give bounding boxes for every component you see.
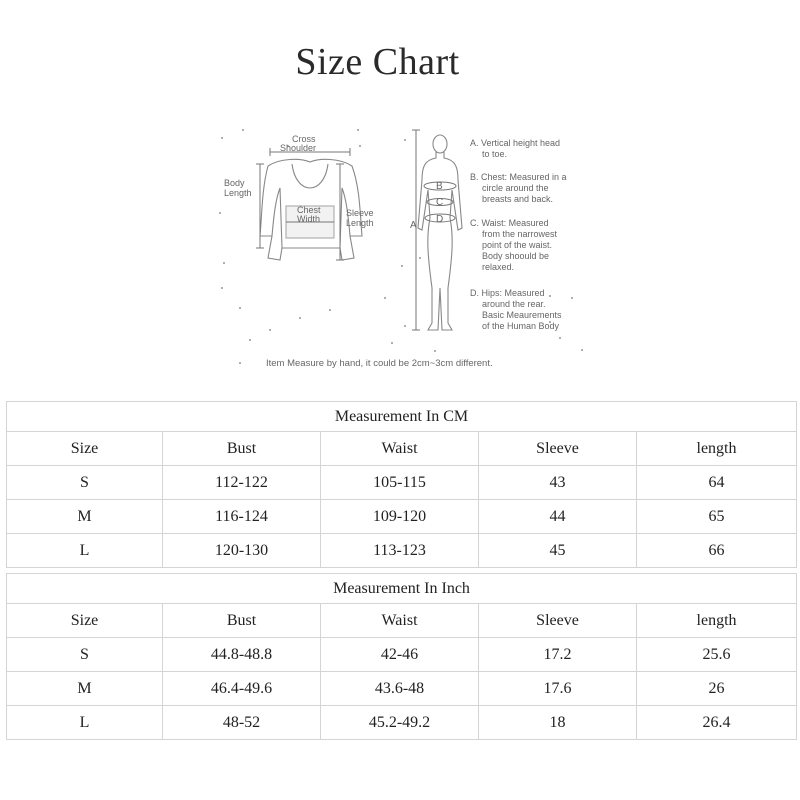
header-size: Size: [7, 432, 163, 466]
cell-bust: 120-130: [163, 534, 321, 568]
cell-size: L: [7, 706, 163, 740]
sleeve-length-label-2: Length: [346, 218, 374, 228]
cell-sleeve: 44: [479, 500, 637, 534]
marker-b: B: [436, 181, 443, 192]
note-d-line1: D. Hips: Measured: [470, 288, 545, 298]
note-b-line3: breasts and back.: [482, 194, 554, 204]
size-table-cm: [6, 401, 797, 568]
note-c-line2: from the narrowest: [482, 229, 558, 239]
cell-size: S: [7, 638, 163, 672]
cell-size: M: [7, 672, 163, 706]
cell-sleeve: 43: [479, 466, 637, 500]
cell-waist: 43.6-48: [321, 672, 479, 706]
header-bust: Bust: [163, 432, 321, 466]
measurement-diagram: [210, 118, 590, 380]
header-length: length: [637, 604, 797, 638]
header-bust: Bust: [163, 604, 321, 638]
cell-waist: 45.2-49.2: [321, 706, 479, 740]
cell-waist: 105-115: [321, 466, 479, 500]
body-length-label: Body: [224, 178, 245, 188]
cell-sleeve: 17.6: [479, 672, 637, 706]
header-sleeve: Sleeve: [479, 604, 637, 638]
table-row: [7, 466, 797, 500]
note-d-line3: Basic Meaurements: [482, 310, 562, 320]
note-d-line2: around the rear.: [482, 299, 546, 309]
note-c-line3: point of the waist.: [482, 240, 553, 250]
note-b-line2: circle around the: [482, 183, 549, 193]
section-title-row: [7, 402, 797, 432]
table-row: [7, 706, 797, 740]
table-row: [7, 500, 797, 534]
note-d-line4: of the Human Body: [482, 321, 560, 331]
cell-sleeve: 45: [479, 534, 637, 568]
cross-shoulder-label-2: Shoulder: [280, 143, 317, 153]
marker-d: D: [436, 214, 444, 225]
note-c-line4: Body shoould be: [482, 251, 550, 261]
table-row: [7, 672, 797, 706]
cell-bust: 112-122: [163, 466, 321, 500]
note-b-line1: B. Chest: Measured in a: [470, 172, 567, 182]
cell-bust: 48-52: [163, 706, 321, 740]
cell-waist: 42-46: [321, 638, 479, 672]
note-a-line2: to toe.: [482, 149, 508, 159]
measure-footnote: Item Measure by hand, it could be 2cm~3cm different.: [266, 358, 493, 369]
cell-length: 64: [637, 466, 797, 500]
table-row: [7, 534, 797, 568]
cell-size: S: [7, 466, 163, 500]
cell-sleeve: 17.2: [479, 638, 637, 672]
header-length: length: [637, 432, 797, 466]
cell-sleeve: 18: [479, 706, 637, 740]
header-waist: Waist: [321, 604, 479, 638]
table-header-row: [7, 432, 797, 466]
cell-waist: 113-123: [321, 534, 479, 568]
note-c-line1: C. Waist: Measured: [470, 218, 549, 228]
cell-length: 26: [637, 672, 797, 706]
note-a-line1: A. Vertical height head: [470, 138, 561, 148]
table-row: [7, 638, 797, 672]
cell-bust: 46.4-49.6: [163, 672, 321, 706]
cell-waist: 109-120: [321, 500, 479, 534]
table-header-row: [7, 604, 797, 638]
sleeve-length-label: Sleeve: [346, 208, 374, 218]
marker-a: A: [410, 220, 417, 231]
cell-length: 66: [637, 534, 797, 568]
header-waist: Waist: [321, 432, 479, 466]
cell-length: 25.6: [637, 638, 797, 672]
header-size: Size: [7, 604, 163, 638]
section-title-row: [7, 574, 797, 604]
cell-bust: 116-124: [163, 500, 321, 534]
marker-c: C: [436, 197, 444, 208]
section-title-cm: Measurement In CM: [7, 402, 797, 432]
cross-shoulder-label: Cross: [292, 134, 316, 144]
page-title: Size Chart: [295, 41, 460, 83]
cell-bust: 44.8-48.8: [163, 638, 321, 672]
header-sleeve: Sleeve: [479, 432, 637, 466]
note-c-line5: relaxed.: [482, 262, 515, 272]
chest-width-label-2: Width: [297, 214, 321, 224]
section-title-inch: Measurement In Inch: [7, 574, 797, 604]
cell-length: 26.4: [637, 706, 797, 740]
cell-size: L: [7, 534, 163, 568]
cell-length: 65: [637, 500, 797, 534]
body-length-label-2: Length: [224, 188, 252, 198]
size-table-inch: [6, 573, 797, 740]
body-figure-illustration: [418, 135, 462, 330]
cell-size: M: [7, 500, 163, 534]
chest-width-label: Chest: [297, 205, 321, 215]
